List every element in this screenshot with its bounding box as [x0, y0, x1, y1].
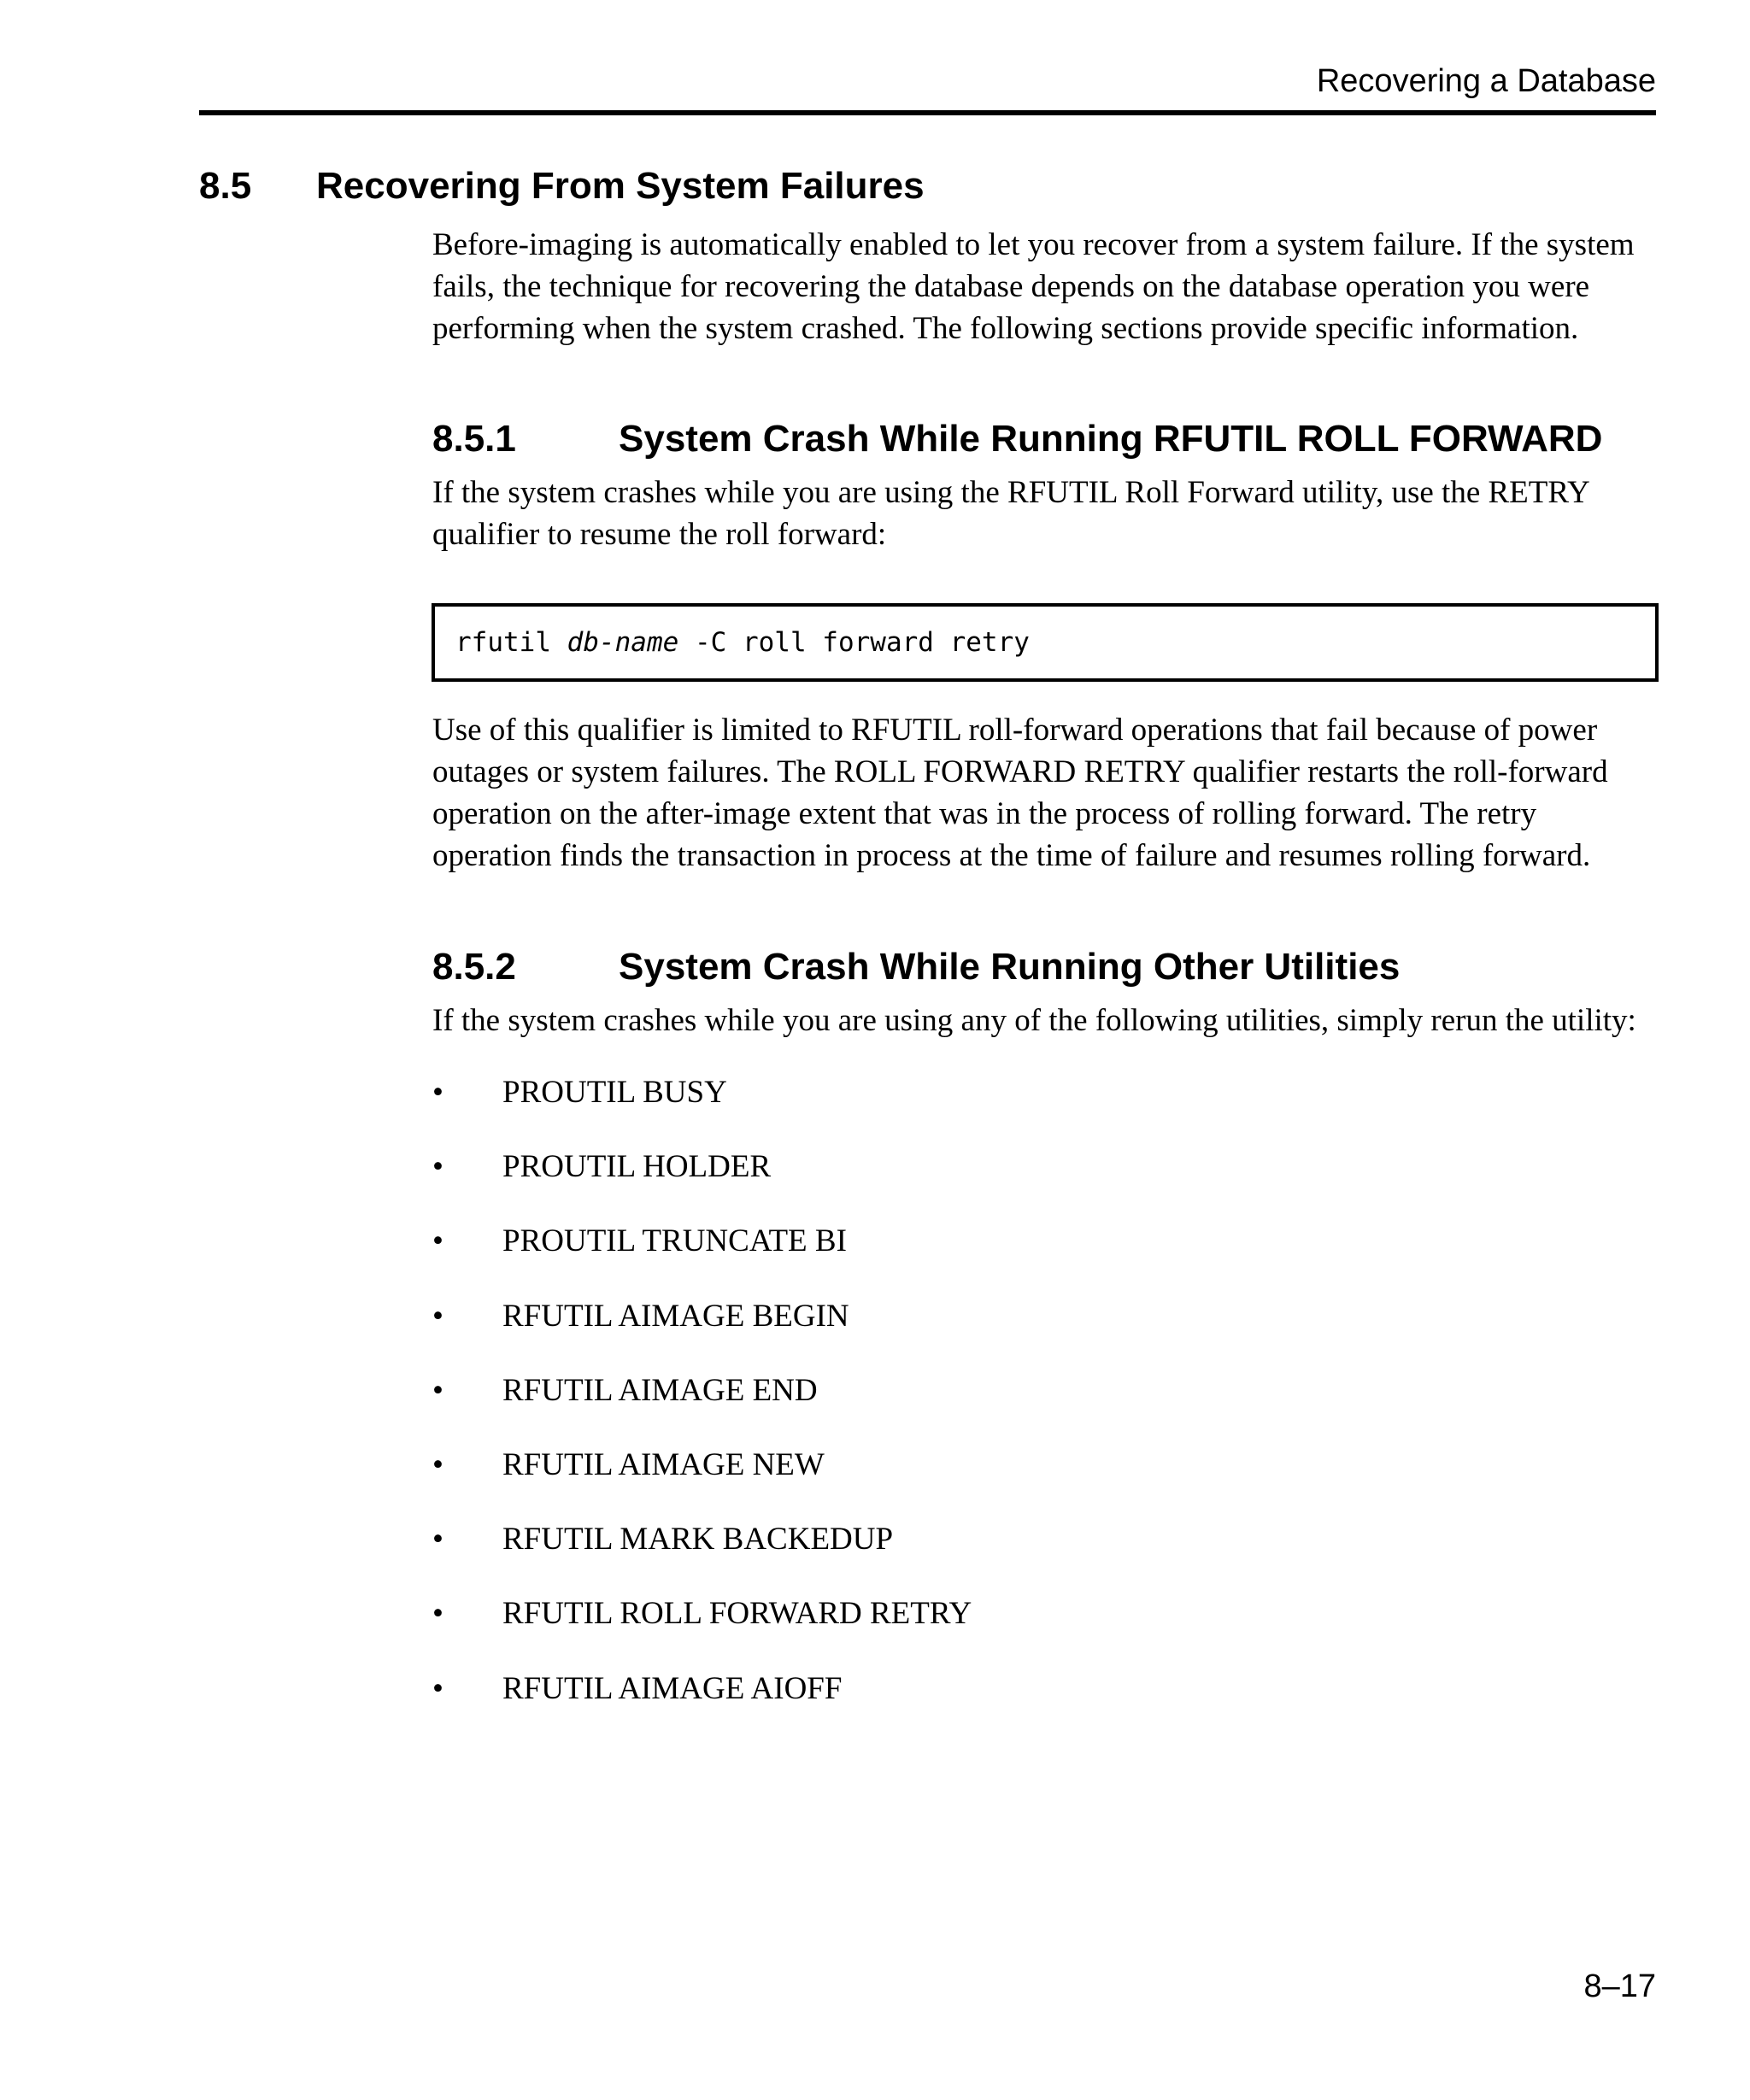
list-item-text: PROUTIL BUSY [502, 1075, 727, 1110]
bullet-icon: • [432, 1372, 443, 1408]
running-header: Recovering a Database [1316, 63, 1656, 99]
bullet-icon: • [432, 1596, 443, 1632]
section-8-5-1-paragraph: Use of this qualifier is limited to RFUTIL roll-forward operations that fail because of power outages or system failures. The ROLL FORWARD RETRY qualifier restarts the roll-forward operation on the after-image extent that was in the process of rolling forward. The retry operation finds the transaction in process at the time of failure and resumes rolling forward. [432, 713, 1608, 873]
section-title: Recovering From System Failures [316, 165, 925, 207]
subsection-title: System Crash While Running Other Utilities [619, 946, 1401, 988]
code-example [455, 625, 1030, 660]
list-item-text: PROUTIL HOLDER [502, 1149, 772, 1185]
code-options: -C roll forward retry [678, 627, 1030, 658]
subsection-number: 8.5.2 [432, 946, 516, 988]
bullet-icon: • [432, 1670, 443, 1706]
header-rule [199, 110, 1656, 115]
code-example-box [432, 603, 1659, 682]
bullet-icon: • [432, 1075, 443, 1110]
bullet-icon: • [432, 1223, 443, 1259]
bullet-icon: • [432, 1298, 443, 1334]
bullet-icon: • [432, 1149, 443, 1185]
page-number: 8–17 [1583, 1968, 1656, 2004]
subsection-number: 8.5.1 [432, 418, 516, 460]
code-command: rfutil [455, 627, 567, 658]
section-number: 8.5 [199, 165, 252, 207]
list-item-text: RFUTIL AIMAGE BEGIN [502, 1298, 849, 1334]
section-8-5-1-intro: If the system crashes while you are using the RFUTIL Roll Forward utility, use the RETRY qualifier to resume the roll forward: [432, 475, 1589, 552]
list-item-text: PROUTIL TRUNCATE BI [502, 1223, 847, 1259]
subsection-title: System Crash While Running RFUTIL ROLL FORWARD [619, 418, 1603, 460]
list-item-text: RFUTIL MARK BACKEDUP [502, 1522, 894, 1557]
section-8-5-2-intro: If the system crashes while you are using any of the following utilities, simply rerun the utility: [432, 1003, 1636, 1038]
list-item-text: RFUTIL AIMAGE AIOFF [502, 1670, 843, 1706]
bullet-icon: • [432, 1522, 443, 1557]
code-argument: db-name [567, 627, 679, 658]
bullet-icon: • [432, 1446, 443, 1482]
list-item-text: RFUTIL AIMAGE END [502, 1372, 818, 1408]
section-8-5-paragraph: Before-imaging is automatically enabled to let you recover from a system failure. If the system fails, the technique for recovering the database depends on the database operation you were performing when the system crashed. The following sections provide specific information. [432, 227, 1635, 346]
list-item-text: RFUTIL AIMAGE NEW [502, 1446, 825, 1482]
list-item-text: RFUTIL ROLL FORWARD RETRY [502, 1596, 972, 1632]
